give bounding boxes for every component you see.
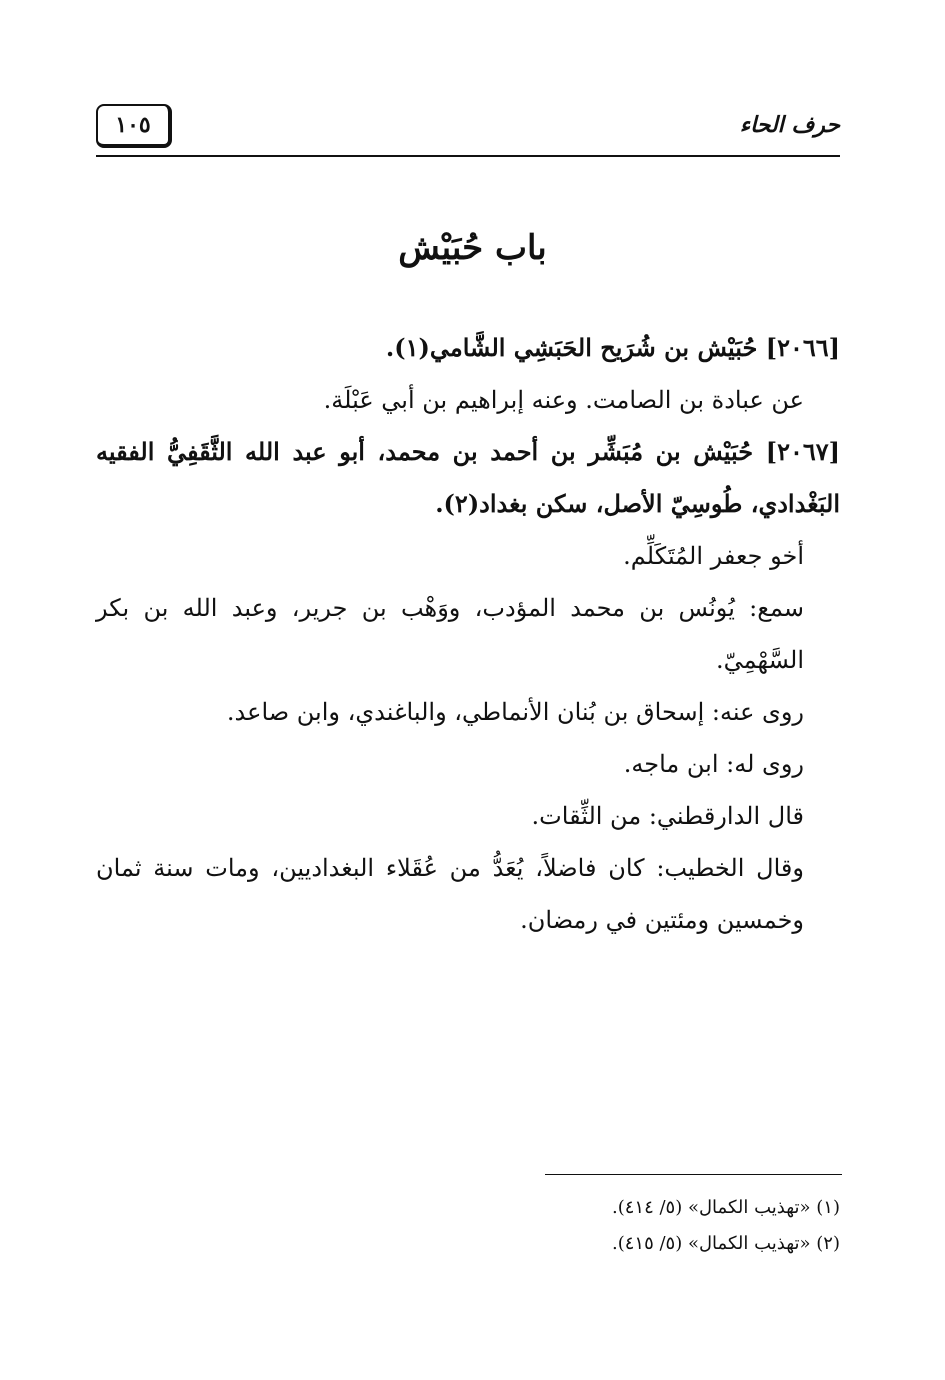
chapter-title: باب حُبَيْش xyxy=(398,228,547,268)
entry-2067-line: روى له: ابن ماجه. xyxy=(623,750,804,778)
entry-2066-line: عن عبادة بن الصامت. وعنه إبراهيم بن أبي عَبْلَة. xyxy=(323,386,804,414)
header-rule xyxy=(96,155,840,157)
footnote-rule xyxy=(545,1174,842,1175)
page-number-box xyxy=(96,104,172,148)
entry-2067-line: قال الدارقطني: من الثِّقات. xyxy=(531,802,804,830)
entry-2066-heading: [٢٠٦٦] حُبَيْش بن شُرَيح الحَبَشِي الشَّامي(١). xyxy=(385,333,840,362)
entry-2067-line: روى عنه: إسحاق بن بُنان الأنماطي، والباغندي، وابن صاعد. xyxy=(226,698,804,726)
running-head: حرف الحاء xyxy=(739,112,840,138)
entry-2067-line: سمع: يُونُس بن محمد المؤدب، ووَهْب بن جرير، وعبد الله بن بكر السَّهْمِيّ. xyxy=(96,594,804,674)
entry-2067-line: وقال الخطيب: كان فاضلاً، يُعَدُّ من عُقَلاء البغداديين، ومات سنة ثمان وخمسين ومئتين في رمضان. xyxy=(96,854,804,934)
entry-2067-heading: [٢٠٦٧] حُبَيْش بن مُبَشِّر بن أحمد بن محمد، أبو عبد الله الثَّقَفِيُّ الفقيه البَغْدادي، طُوسِيّ الأصل، سكن بغداد(٢). xyxy=(96,437,840,518)
page-number: ١٠٥ xyxy=(115,112,151,138)
footnotes xyxy=(96,1190,840,1262)
footnote-1: (١) «تهذيب الكمال» (٥/ ٤١٤). xyxy=(611,1197,840,1218)
footnote-2: (٢) «تهذيب الكمال» (٥/ ٤١٥). xyxy=(611,1233,840,1254)
main-text xyxy=(96,322,840,946)
entry-2067-line: أخو جعفر المُتَكَلِّم. xyxy=(623,542,804,570)
